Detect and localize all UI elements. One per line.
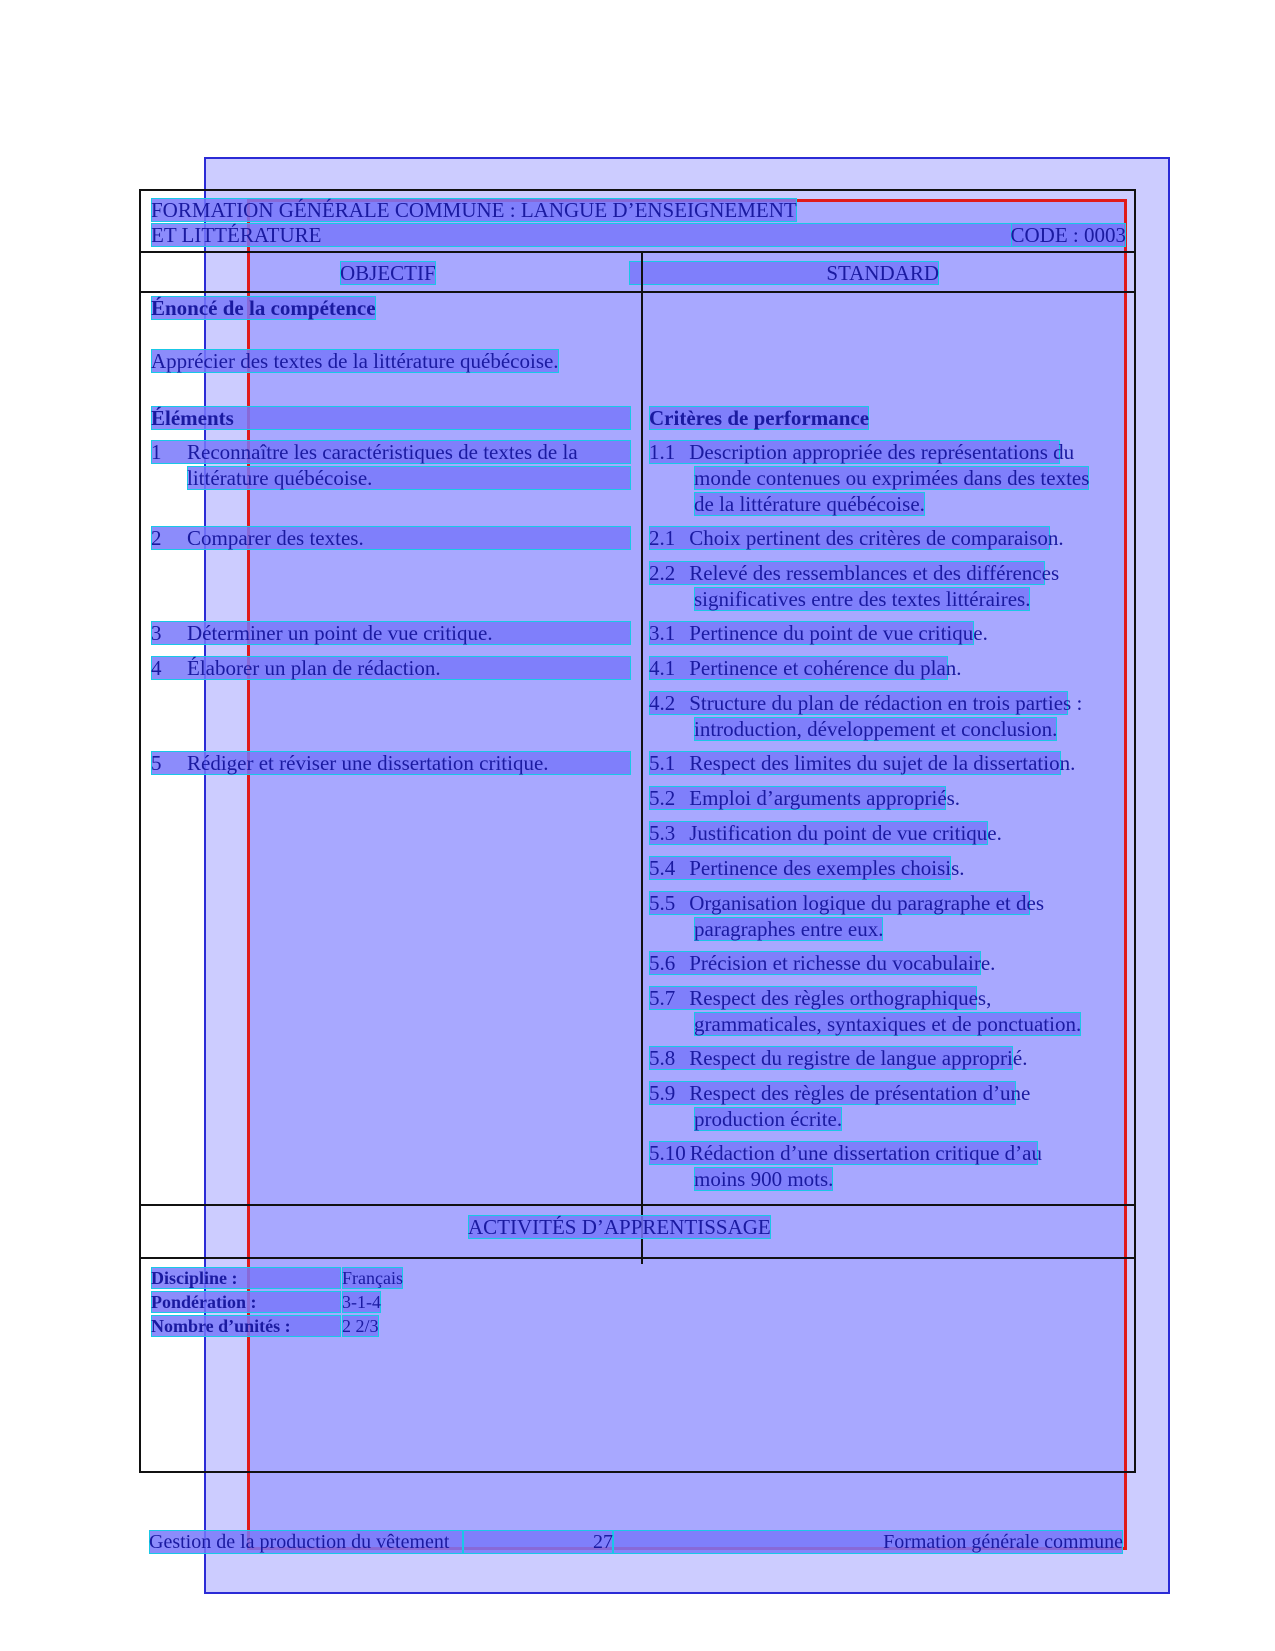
criterion-item	[649, 821, 1002, 845]
element-item	[151, 440, 631, 464]
criterion-item	[649, 656, 962, 680]
criterion-text-continued: production écrite.	[694, 1107, 843, 1131]
divider	[141, 1257, 1134, 1259]
ponderation-value: 3-1-4	[342, 1292, 381, 1312]
header-title-line2: ET LITTÉRATURE	[151, 223, 1123, 247]
criterion-text: Emploi d’arguments appropriés.	[689, 786, 961, 810]
column-header-objectif: OBJECTIF	[340, 261, 436, 285]
column-divider	[641, 291, 643, 1204]
element-text: Élaborer un plan de rédaction.	[187, 656, 441, 680]
criterion-item	[649, 751, 1076, 775]
element-number: 5	[151, 751, 162, 775]
criterion-number: 4.1	[649, 656, 676, 680]
unites-value: 2 2/3	[342, 1316, 379, 1336]
criterion-item	[649, 440, 1075, 464]
element-text: Reconnaître les caractéristiques de textes de la	[187, 440, 578, 464]
footer-left: Gestion de la production du vêtement	[149, 1530, 463, 1554]
element-text: Comparer des textes.	[187, 526, 364, 550]
element-item	[151, 526, 631, 550]
footer-page-number: 27	[463, 1530, 613, 1554]
element-text: Rédiger et réviser une dissertation critique.	[187, 751, 549, 775]
criterion-number: 5.7	[649, 986, 676, 1010]
criterion-item	[649, 526, 1064, 550]
criterion-text: Précision et richesse du vocabulaire.	[689, 951, 996, 975]
criterion-text-continued: introduction, développement et conclusion.	[694, 717, 1058, 741]
criterion-text: Justification du point de vue critique.	[689, 821, 1002, 845]
criterion-text: Rédaction d’une dissertation critique d’au	[689, 1141, 1042, 1165]
competence-text: Apprécier des textes de la littérature québécoise.	[151, 349, 559, 373]
criterion-text-continued: de la littérature québécoise.	[694, 492, 925, 516]
element-number: 1	[151, 440, 162, 464]
criterion-text: Choix pertinent des critères de comparaison.	[689, 526, 1064, 550]
element-number: 4	[151, 656, 162, 680]
criterion-number: 5.2	[649, 786, 676, 810]
criterion-text: Pertinence du point de vue critique.	[689, 621, 988, 645]
divider	[141, 291, 1134, 293]
criterion-text: Pertinence des exemples choisis.	[689, 856, 965, 880]
criterion-text: Description appropriée des représentations du	[689, 440, 1075, 464]
divider	[141, 251, 1134, 253]
criterion-text: Respect des règles orthographiques,	[689, 986, 992, 1010]
element-number: 3	[151, 621, 162, 645]
criterion-item	[649, 1141, 1042, 1165]
criterion-number: 5.6	[649, 951, 676, 975]
criterion-number: 2.2	[649, 561, 676, 585]
header-code: CODE : 0003	[1010, 223, 1126, 247]
discipline-label: Discipline :	[151, 1267, 341, 1289]
header-title-line1: FORMATION GÉNÉRALE COMMUNE : LANGUE D’ENSEIGNEMENT	[151, 198, 797, 222]
element-text-continued: littérature québécoise.	[187, 466, 631, 490]
competence-label: Énoncé de la compétence	[151, 296, 376, 320]
criterion-number: 5.8	[649, 1046, 676, 1070]
criterion-text-continued: grammaticales, syntaxiques et de ponctuation.	[694, 1012, 1082, 1036]
footer-right: Formation générale commune	[613, 1530, 1123, 1554]
criterion-text: Structure du plan de rédaction en trois parties :	[689, 691, 1083, 715]
criterion-number: 1.1	[649, 440, 676, 464]
criterion-item	[649, 691, 1083, 715]
criterion-text-continued: paragraphes entre eux.	[694, 917, 884, 941]
criterion-item	[649, 621, 988, 645]
criterion-text: Respect du registre de langue approprié.	[689, 1046, 1028, 1070]
criterion-text-continued: monde contenues ou exprimées dans des textes	[694, 466, 1090, 490]
criterion-text-continued: moins 900 mots.	[694, 1167, 834, 1191]
criterion-number: 4.2	[649, 691, 676, 715]
criteria-heading: Critères de performance	[649, 406, 870, 430]
elements-heading: Éléments	[151, 406, 631, 430]
column-header-standard: STANDARD	[629, 261, 939, 285]
element-number: 2	[151, 526, 162, 550]
element-item	[151, 656, 631, 680]
criterion-text: Respect des règles de présentation d’une	[689, 1081, 1031, 1105]
criterion-item	[649, 856, 965, 880]
criterion-number: 5.3	[649, 821, 676, 845]
competence-table	[139, 189, 1136, 1473]
criterion-text: Pertinence et cohérence du plan.	[689, 656, 962, 680]
unites-label: Nombre d’unités :	[151, 1315, 341, 1337]
criterion-item	[649, 786, 961, 810]
criterion-text: Relevé des ressemblances et des différences	[689, 561, 1060, 585]
ponderation-label: Pondération :	[151, 1291, 341, 1313]
criterion-number: 5.1	[649, 751, 676, 775]
criterion-number: 2.1	[649, 526, 676, 550]
criterion-item	[649, 1046, 1028, 1070]
criterion-text: Organisation logique du paragraphe et des	[689, 891, 1045, 915]
element-text: Déterminer un point de vue critique.	[187, 621, 493, 645]
element-item	[151, 751, 631, 775]
criterion-text: Respect des limites du sujet de la dissertation.	[689, 751, 1076, 775]
criterion-item	[649, 986, 992, 1010]
criterion-text-continued: significatives entre des textes littéraires.	[694, 587, 1031, 611]
criterion-item	[649, 561, 1060, 585]
criterion-number: 3.1	[649, 621, 676, 645]
discipline-value: Français	[342, 1268, 403, 1288]
criterion-item	[649, 891, 1045, 915]
criterion-item	[649, 951, 996, 975]
criterion-item	[649, 1081, 1031, 1105]
element-item	[151, 621, 631, 645]
criterion-number: 5.5	[649, 891, 676, 915]
criterion-number: 5.4	[649, 856, 676, 880]
divider	[141, 1204, 1134, 1206]
activites-title: ACTIVITÉS D’APPRENTISSAGE	[468, 1215, 771, 1239]
criterion-number: 5.10	[649, 1141, 686, 1165]
criterion-number: 5.9	[649, 1081, 676, 1105]
